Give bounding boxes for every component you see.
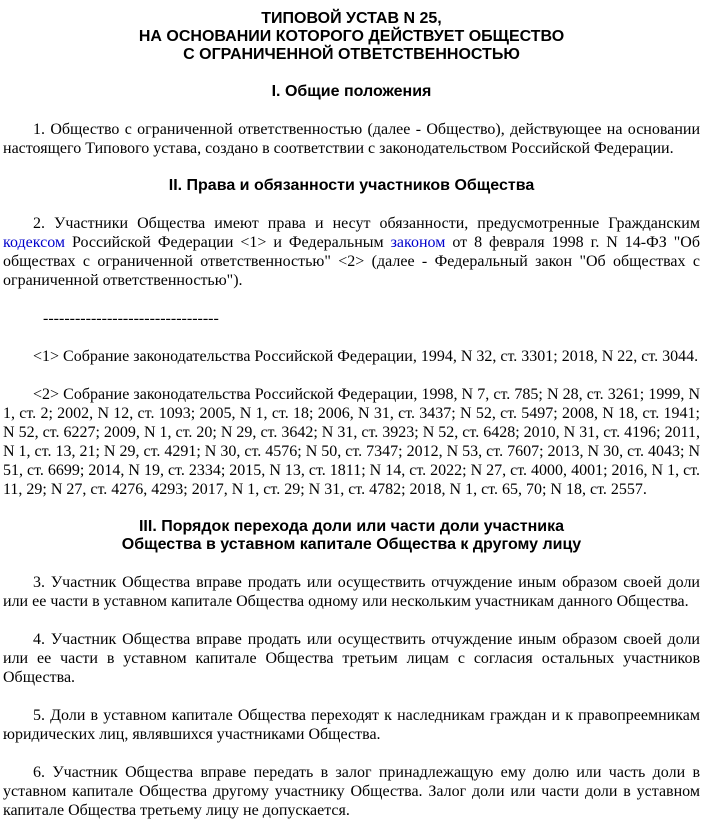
section-heading-share-transfer-line1: III. Порядок перехода доли или части доли участника <box>138 518 565 535</box>
paragraph-6: 6. Участник Общества вправе передать в залог принадлежащую ему долю или часть доли в уставном капитале Общества другому участнику Общества. Залог доли или части доли в уставном капитале Общества третьему лицу не допускается. <box>3 764 700 819</box>
document-title-line3: С ОГРАНИЧЕННОЙ ОТВЕТСТВЕННОСТЬЮ <box>183 46 520 63</box>
paragraph-5: 5. Доли в уставном капитале Общества переходят к наследникам граждан и к правопреемникам юридических лиц, являвшихся участниками Общества. <box>3 707 700 743</box>
footnote-1: <1> Собрание законодательства Российской Федерации, 1994, N 32, ст. 3301; 2018, N 22, ст. 3044. <box>33 348 699 365</box>
civil-code-link[interactable]: кодексом <box>3 234 66 251</box>
document <box>3 10 700 820</box>
paragraph-2-text-before-link1: 2. Участники Общества имеют права и несут обязанности, предусмотренные Гражданским <box>33 215 700 232</box>
document-title-line2: НА ОСНОВАНИИ КОТОРОГО ДЕЙСТВУЕТ ОБЩЕСТВО <box>138 28 565 45</box>
paragraph-2-text-between-links: Российской Федерации <1> и Федеральным <box>65 234 391 251</box>
paragraph-2-text-after-link2: от 8 февраля 1998 г. N 14-ФЗ "Об обществах с ограниченной ответственностью" <2> (далее - Федеральный закон "Об обществах с ограниченной ответственностью"). <box>3 234 700 289</box>
section-heading-share-transfer <box>3 518 700 554</box>
paragraph-2 <box>3 214 700 290</box>
document-title-line1: ТИПОВОЙ УСТАВ N 25, <box>261 10 442 27</box>
footnote-2: <2> Собрание законодательства Российской Федерации, 1998, N 7, ст. 785; N 28, ст. 3261; 1999, N 1, ст. 2; 2002, N 12, ст. 1093; 2005, N 1, ст. 18; 2006, N 31, ст. 3437; N 52, ст. 5497; 2008, N 18, ст. 1941; N 52, ст. 6227; 2009, N 1, ст. 20; N 29, ст. 3642; N 31, ст. 3923; N 52, ст. 6428; 2010, N 31, ст. 4196; 2011, N 1, ст. 13, 21; N 29, ст. 4291; N 30, ст. 4576; N 50, ст. 7347; 2012, N 53, ст. 7607; 2013, N 30, ст. 4043; N 51, ст. 6699; 2014, N 19, ст. 2334; 2015, N 13, ст. 1811; N 14, ст. 2022; N 27, ст. 4000, 4001; 2016, N 1, ст. 11, 29; N 27, ст. 4276, 4293; 2017, N 1, ст. 29; N 31, ст. 4782; 2018, N 1, ст. 65, 70; N 18, ст. 2557. <box>3 386 700 498</box>
paragraph-4: 4. Участник Общества вправе продать или осуществить отчуждение иным образом своей доли или ее части в уставном капитале Общества третьим лицам с согласия остальных участников Общества. <box>3 631 700 686</box>
section-heading-rights-and-obligations: II. Права и обязанности участников Общества <box>168 177 535 194</box>
paragraph-3: 3. Участник Общества вправе продать или осуществить отчуждение иным образом своей доли или ее части в уставном капитале Общества одному или нескольким участникам данного Общества. <box>3 574 700 610</box>
federal-law-link[interactable]: законом <box>390 234 446 251</box>
section-heading-share-transfer-line2: Общества в уставном капитале Общества к другому лицу <box>121 536 582 553</box>
section-heading-general-provisions: I. Общие положения <box>271 83 432 100</box>
paragraph-1: 1. Общество с ограниченной ответственностью (далее - Общество), действующее на основании настоящего Типового устава, создано в соответствии с законодательством Российской Федерации. <box>3 121 700 157</box>
document-title <box>3 10 700 64</box>
footnote-separator: --------------------------------- <box>43 310 219 327</box>
